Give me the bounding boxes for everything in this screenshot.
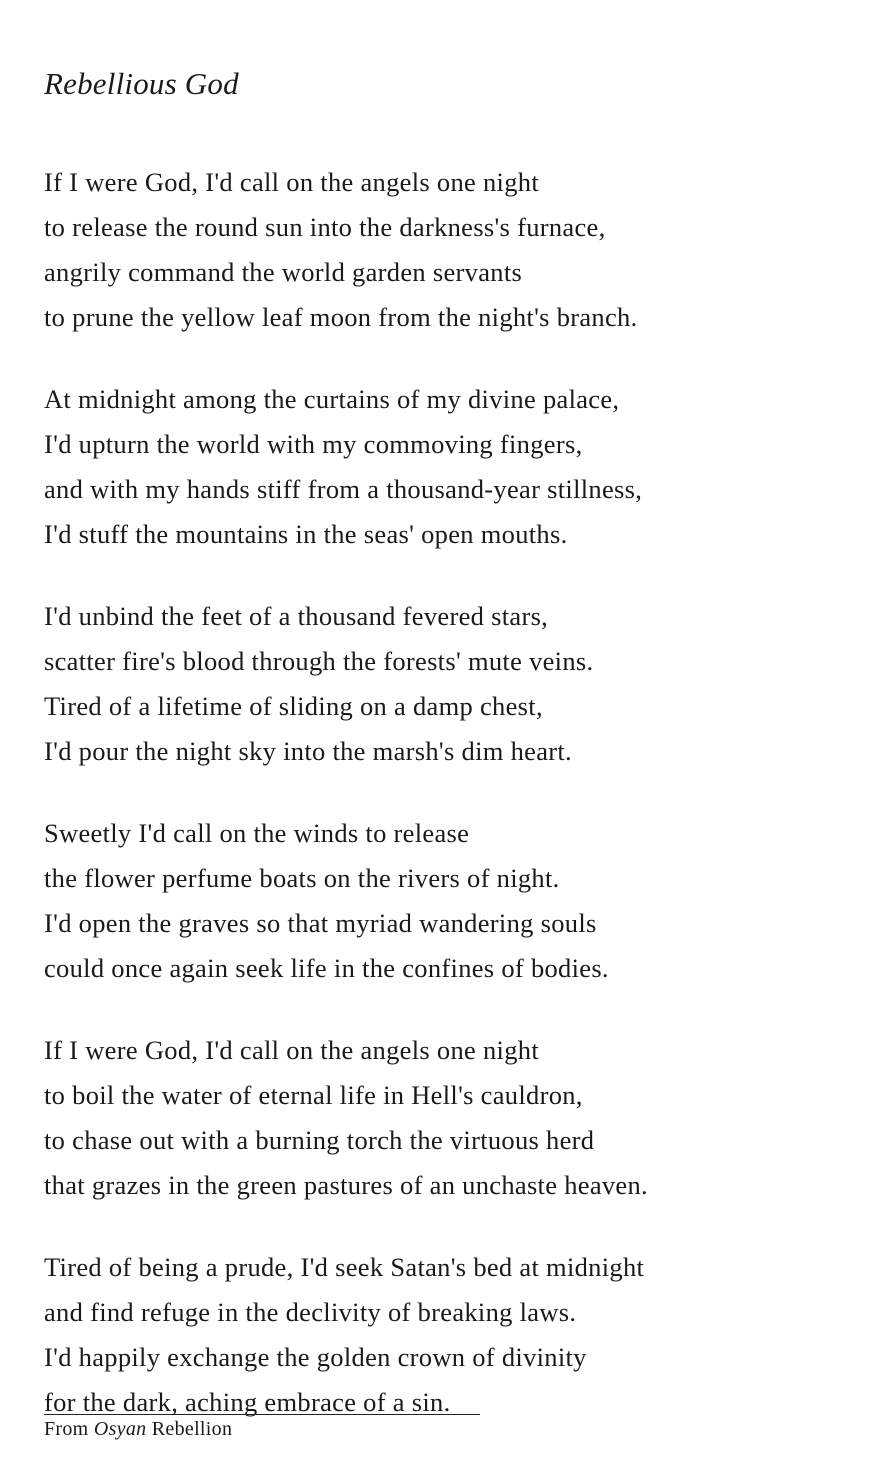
poem-line: I'd upturn the world with my commoving fingers, bbox=[44, 429, 583, 459]
poem-line: the flower perfume boats on the rivers of night. bbox=[44, 863, 560, 893]
poem-line: scatter fire's blood through the forests' mute veins. bbox=[44, 646, 594, 676]
poem-line: I'd stuff the mountains in the seas' open mouths. bbox=[44, 519, 568, 549]
source-footnote bbox=[44, 1416, 232, 1442]
poem-line: I'd happily exchange the golden crown of divinity bbox=[44, 1342, 587, 1372]
footnote-divider bbox=[44, 1414, 480, 1415]
poem-line: If I were God, I'd call on the angels one night bbox=[44, 167, 539, 197]
stanza-5 bbox=[44, 1028, 864, 1208]
poem-line: Tired of a lifetime of sliding on a damp chest, bbox=[44, 691, 543, 721]
poem-line: If I were God, I'd call on the angels one night bbox=[44, 1035, 539, 1065]
poem-line: that grazes in the green pastures of an unchaste heaven. bbox=[44, 1170, 648, 1200]
poem-line: I'd unbind the feet of a thousand fevered stars, bbox=[44, 601, 549, 631]
footnote-collection: Rebellion bbox=[151, 1418, 233, 1440]
poem-line: to boil the water of eternal life in Hell's cauldron, bbox=[44, 1080, 583, 1110]
poem-line: I'd open the graves so that myriad wandering souls bbox=[44, 908, 597, 938]
poem-line: Tired of being a prude, I'd seek Satan's bed at midnight bbox=[44, 1252, 645, 1282]
poem-title: Rebellious God bbox=[44, 66, 239, 101]
poem-line: and find refuge in the declivity of breaking laws. bbox=[44, 1297, 577, 1327]
footnote-author: Osyan bbox=[93, 1418, 147, 1440]
poem-line: I'd pour the night sky into the marsh's dim heart. bbox=[44, 736, 572, 766]
stanza-3 bbox=[44, 594, 864, 774]
stanza-4 bbox=[44, 811, 864, 991]
stanza-1 bbox=[44, 160, 864, 340]
poem-line: to chase out with a burning torch the virtuous herd bbox=[44, 1125, 595, 1155]
poem-line: for the dark, aching embrace of a sin. bbox=[44, 1387, 451, 1417]
poem-line: angrily command the world garden servants bbox=[44, 257, 523, 287]
stanza-6 bbox=[44, 1245, 864, 1425]
poem-line: and with my hands stiff from a thousand-year stillness, bbox=[44, 474, 643, 504]
stanza-2 bbox=[44, 377, 864, 557]
poem-line: could once again seek life in the confines of bodies. bbox=[44, 953, 609, 983]
poem-line: At midnight among the curtains of my divine palace, bbox=[44, 384, 620, 414]
poem-line: to release the round sun into the darkness's furnace, bbox=[44, 212, 606, 242]
poem-body bbox=[44, 160, 864, 1462]
footnote-prefix: From bbox=[44, 1418, 89, 1440]
poem-line: Sweetly I'd call on the winds to release bbox=[44, 818, 470, 848]
poem-line: to prune the yellow leaf moon from the night's branch. bbox=[44, 302, 638, 332]
